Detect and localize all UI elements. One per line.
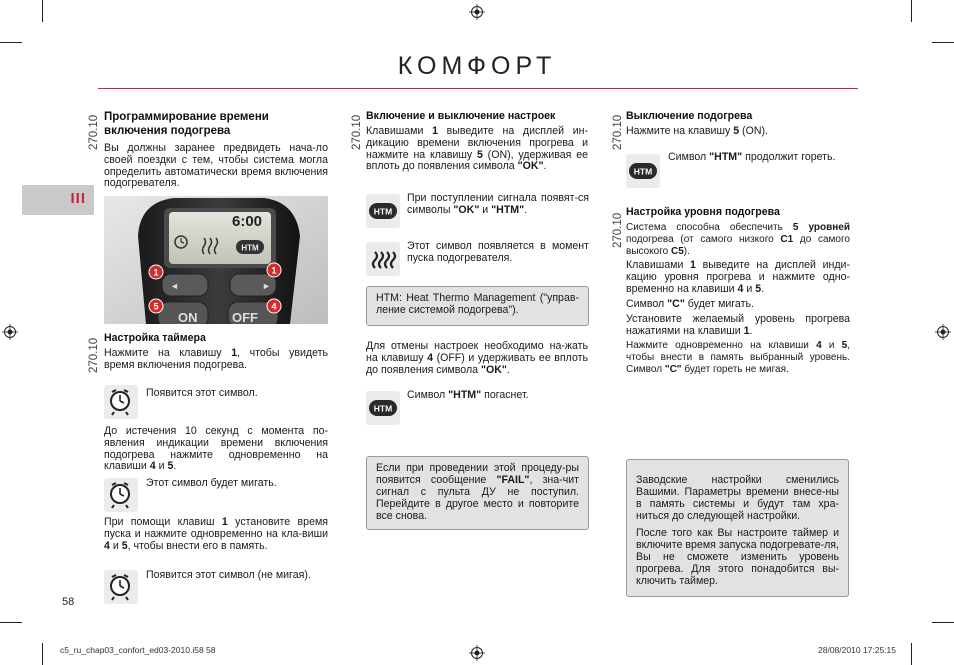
icon-caption: Символ "HTM" погаснет. [407,389,529,401]
htm-icon [626,154,660,188]
htm-icon [366,391,400,425]
crop-mark [0,622,22,623]
note-text: После того как Вы настроите таймер и включите время запуска подогревате-ля, Вы не сможете изменить уровень прогрева. Для этого понадобится вы-ключить таймер. [636,527,839,587]
paragraph: Установите желаемый уровень прогрева нажатиями на клавиши 1. [626,313,850,337]
footer-file-info: c5_ru_chap03_confort_ed03-2010.i58 58 [60,645,216,655]
icon-caption: Символ "HTM" продолжит гореть. [668,151,836,163]
icon-caption: Этот символ будет мигать. [146,477,277,489]
svg-text:►: ► [262,281,271,291]
title-divider [98,88,858,89]
section-heading: Настройка уровня подогрева [626,206,780,218]
paragraph: Нажмите на клавишу 5 (ON). [626,125,768,137]
remote-control-illustration [104,196,328,324]
icon-caption: Этот символ появляется в момент пуска подогревателя. [407,240,589,264]
section-code: 270.10 [88,337,100,373]
heat-waves-icon [366,242,400,276]
note-box [366,286,589,326]
chapter-tab-label: III [70,190,86,207]
paragraph: Система способна обеспечить 5 уровней подогрева (от самого низкого C1 до самого высокого C5). [626,222,850,257]
paragraph: До истечения 10 секунд с момента по-явления индикации времени включения подогрева нажмите одновременно на клавиши 4 и 5. [104,425,328,473]
off-button-label: OFF [232,310,258,324]
section-heading: Выключение подогрева [626,110,753,122]
section-code: 270.10 [351,114,363,150]
on-button-label: ON [178,310,198,324]
alarm-clock-icon [104,570,138,604]
key-callout [267,263,281,277]
icon-caption: Появится этот символ. [146,387,258,399]
paragraph: Нажмите одновременно на клавиши 4 и 5, чтобы внести в память выбранный уровень. Символ "C" будет гореть не мигая. [626,340,850,375]
note-text: Если при проведении этой процеду-ры появится сообщение "FAIL", зна-чит сигнал с пульта ДУ не поступил. Перейдите в другое место и повторите все снова. [376,462,579,522]
section-heading: Настройка таймера [104,332,206,344]
icon-caption: При поступлении сигнала появят-ся символы "OK" и "HTM". [407,192,589,216]
section-code: 270.10 [612,114,624,150]
registration-mark-icon [2,324,18,340]
page-title: КОМФОРТ [397,52,557,80]
svg-text:1: 1 [153,267,159,278]
section-heading: Программирование времени включения подогрева [104,111,269,137]
timer-symbol-box [104,385,138,419]
registration-mark-icon [935,324,951,340]
svg-text:5: 5 [153,301,159,312]
footer-timestamp: 28/08/2010 17:25:15 [818,645,896,655]
crop-mark [42,0,43,22]
registration-mark-icon [469,645,485,661]
crop-mark [911,643,912,665]
crop-mark [932,622,954,623]
htm-symbol-box [366,391,400,425]
note-text: Заводские настройки сменились Вашими. Параметры времени внесе-ны в память системы и будут там хра-ниться до следующей настройки. [636,474,839,522]
paragraph: Нажмите на клавишу 1, чтобы увидеть время включения подогрева. [104,347,329,371]
svg-text:HTM: HTM [241,243,259,253]
htm-symbol-box [366,194,400,228]
section-code: 270.10 [612,212,624,248]
svg-text:4: 4 [271,301,277,312]
paragraph: Для отмены настроек необходимо на-жать на клавишу 4 (OFF) и удерживать ее вплоть до появления символа "OK". [366,340,588,376]
paragraph: При помощи клавиш 1 установите время пуска и нажмите одновременно на кла-виши 4 и 5, чтобы внести его в память. [104,516,328,552]
heater-symbol-box [366,242,400,276]
svg-text:HTM: HTM [633,166,653,177]
crop-mark [911,0,912,22]
info-note-box [626,459,849,597]
svg-text:HTM: HTM [373,403,393,414]
display-time: 6:00 [232,213,263,230]
crop-mark [932,42,954,43]
section-heading: Включение и выключение настроек [366,110,556,122]
alarm-clock-icon [104,478,138,512]
note-text: HTM: Heat Thermo Management ("управ-ление системой подогрева"). [376,292,579,316]
timer-symbol-box [104,478,138,512]
paragraph: Клавишами 1 выведите на дисплей ин-дикацию времени включения прогрева и нажмите на клавишу 5 (ON), удерживая ее вплоть до появления символа "OK". [366,125,588,173]
svg-text:1: 1 [271,265,277,276]
chapter-tab [22,185,94,215]
crop-mark [0,42,22,43]
page-number: 58 [62,596,75,608]
key-callout [149,299,163,313]
registration-mark-icon [469,4,485,20]
alarm-clock-icon [104,385,138,419]
timer-symbol-box [104,570,138,604]
section-code: 270.10 [88,114,100,150]
icon-caption: Появится этот символ (не мигая). [146,569,311,581]
key-callout [267,299,281,313]
svg-text:HTM: HTM [373,206,393,217]
htm-symbol-box [626,154,660,188]
intro-paragraph: Вы должны заранее предвидеть нача-ло своей поездки с тем, чтобы система могла определить автоматически время включения подогревателя. [104,142,328,190]
warning-note-box [366,456,589,530]
htm-icon [366,194,400,228]
paragraph: Клавишами 1 выведите на дисплей инди-кацию уровня прогрева и нажмите одно-временно на клавиши 4 и 5. [626,259,850,295]
remote-control-photo [104,196,328,324]
paragraph: Символ "C" будет мигать. [626,298,754,310]
key-callout [149,265,163,279]
svg-text:◄: ◄ [170,281,179,291]
crop-mark [42,643,43,665]
